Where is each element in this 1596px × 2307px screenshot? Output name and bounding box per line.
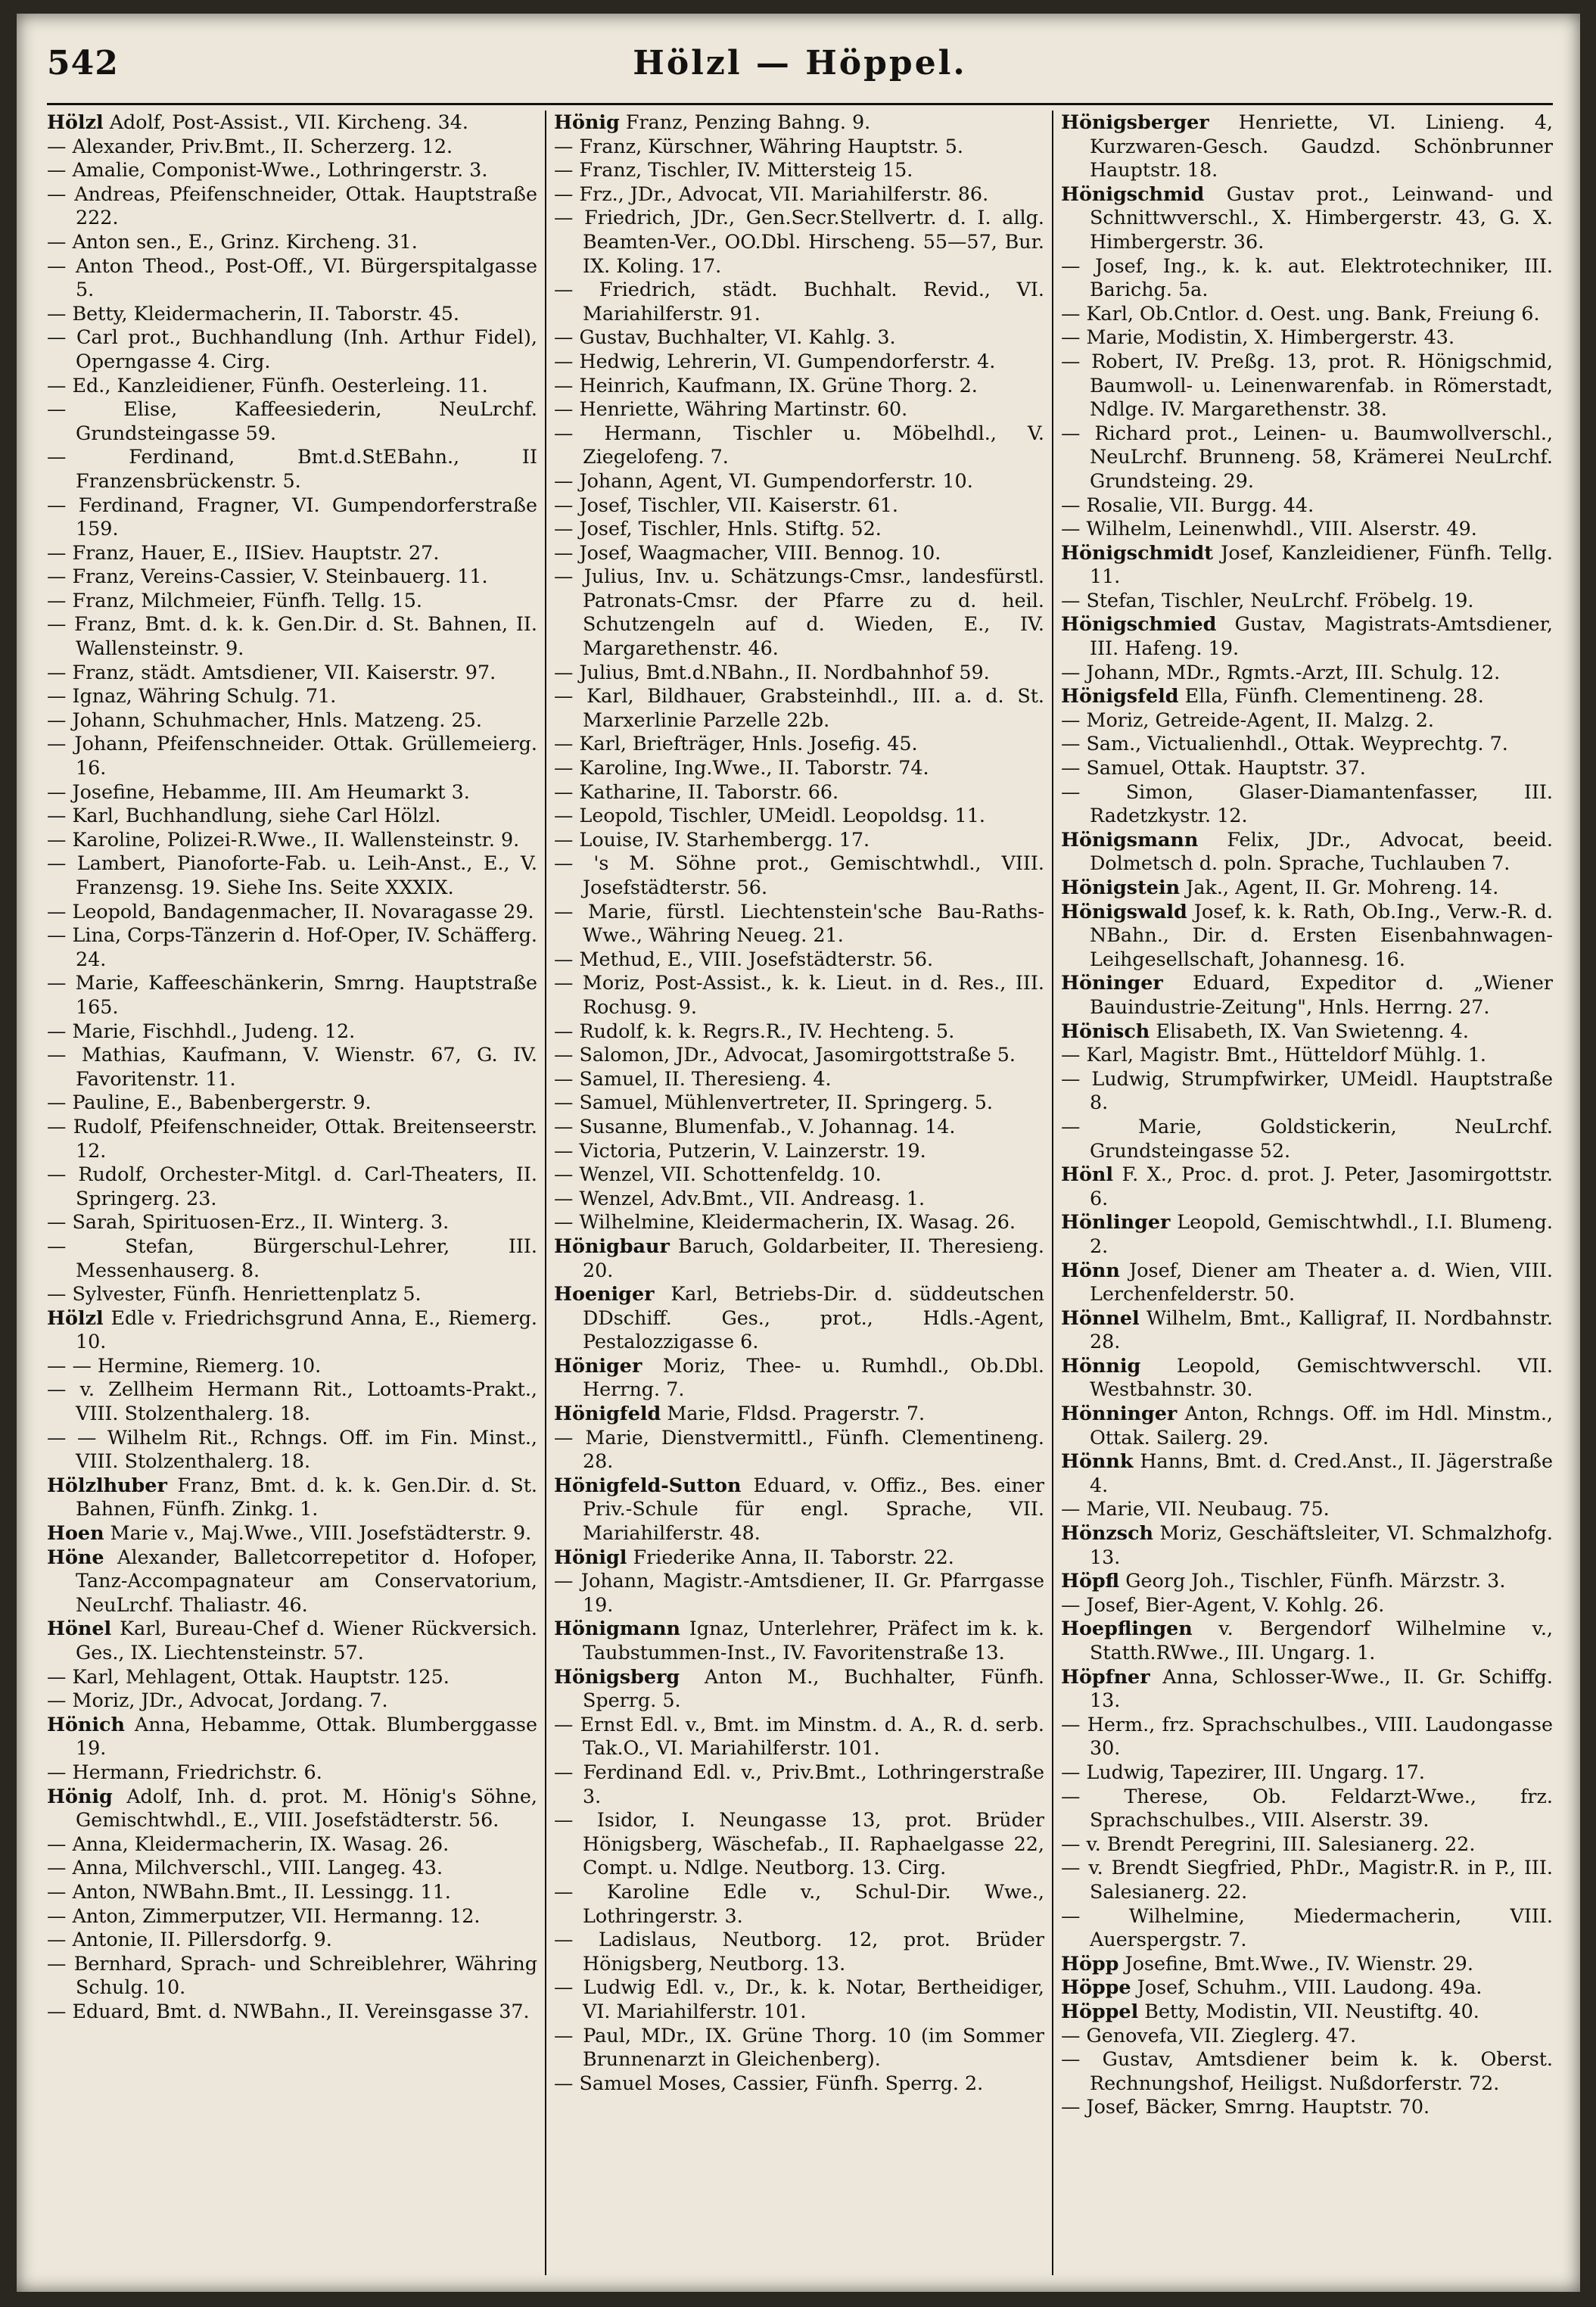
directory-entry: — Marie, fürstl. Liechtenstein'sche Bau-Raths-Wwe., Währing Neueg. 21. (554, 899, 1044, 947)
directory-entry: — — Hermine, Riemerg. 10. (47, 1353, 322, 1377)
directory-entry: — Josef, Ing., k. k. aut. Elektrotechniker, III. Barichg. 5a. (1061, 254, 1553, 301)
directory-entry: — Amalie, Componist-Wwe., Lothringerstr. 3. (47, 158, 488, 182)
directory-entry: — Marie, Fischhdl., Judeng. 12. (47, 1019, 356, 1042)
header-rule (47, 103, 1553, 105)
directory-entry: — v. Zellheim Hermann Rit., Lottoamts-Prakt., VIII. Stolzenthalerg. 18. (47, 1378, 537, 1425)
directory-entry: — Josefine, Hebamme, III. Am Heumarkt 3. (47, 780, 470, 803)
directory-entry: — Franz, Bmt. d. k. k. Gen.Dir. d. St. Bahnen, II. Wallensteinstr. 9. (47, 612, 537, 660)
directory-entry: — Wenzel, Adv.Bmt., VII. Andreasg. 1. (554, 1186, 926, 1210)
directory-entry: — Friedrich, JDr., Gen.Secr.Stellvertr. d. I. allg. Beamten-Ver., OO.Dbl. Hirscheng. 55—57, Bur. IX. Koling. 17. (554, 206, 1044, 277)
directory-entry: Hönl F. X., Proc. d. prot. J. Peter, Jasomirgottstr. 6. (1061, 1163, 1553, 1210)
directory-entry: — Wilhelmine, Kleidermacherin, IX. Wasag. 26. (554, 1210, 1016, 1234)
directory-page (17, 14, 1580, 2292)
directory-entry: Hönigstein Jak., Agent, II. Gr. Mohreng. 14. (1061, 876, 1499, 898)
directory-entry: — Julius, Bmt.d.NBahn., II. Nordbahnhof 59. (554, 660, 990, 683)
directory-entry: — Ignaz, Währing Schulg. 71. (47, 684, 337, 708)
directory-entry: — Franz, Milchmeier, Fünfh. Tellg. 15. (47, 588, 422, 612)
directory-entry: — Sylvester, Fünfh. Henriettenplatz 5. (47, 1282, 422, 1306)
directory-entry: — Genovefa, VII. Zieglerg. 47. (1061, 2023, 1357, 2047)
directory-entry: — Ludwig, Strumpfwirker, UMeidl. Hauptstraße 8. (1061, 1066, 1553, 1114)
directory-entry: — Friedrich, städt. Buchhalt. Revid., VI. Mariahilferstr. 91. (554, 278, 1044, 325)
directory-entry: — Betty, Kleidermacherin, II. Taborstr. 45. (47, 301, 459, 325)
directory-entry: — Anton Theod., Post-Off., VI. Bürgerspitalgasse 5. (47, 254, 537, 301)
directory-entry: Hönlinger Leopold, Gemischtwhdl., I.I. Blumeng. 2. (1061, 1210, 1553, 1257)
directory-entry: — Rudolf, k. k. Regrs.R., IV. Hechteng. 5. (554, 1019, 955, 1042)
directory-entry: — Karoline, Polizei-R.Wwe., II. Wallensteinstr. 9. (47, 827, 520, 851)
directory-entry: Hönigsmann Felix, JDr., Advocat, beeid. Dolmetsch d. poln. Sprache, Tuchlauben 7. (1061, 827, 1553, 875)
directory-entry: — Ed., Kanzleidiener, Fünfh. Oesterleing. 11. (47, 373, 488, 397)
directory-entry: — Samuel, Ottak. Hauptstr. 37. (1061, 756, 1366, 780)
directory-entry: — Wilhelmine, Miedermacherin, VIII. Auerspergstr. 7. (1061, 1904, 1553, 1951)
directory-entry: — Pauline, E., Babenbergerstr. 9. (47, 1091, 372, 1114)
directory-entry: — Ferdinand, Bmt.d.StEBahn., II Franzensbrückenstr. 5. (47, 445, 537, 492)
directory-entry: — Gustav, Buchhalter, VI. Kahlg. 3. (554, 325, 896, 349)
directory-entry: — Methud, E., VIII. Josefstädterstr. 56. (554, 947, 934, 970)
directory-entry: — Johann, Agent, VI. Gumpendorferstr. 10. (554, 469, 973, 492)
directory-entry: — Josef, Tischler, VII. Kaiserstr. 61. (554, 493, 898, 516)
directory-entry: — Rudolf, Orchester-Mitgl. d. Carl-Theaters, II. Springerg. 23. (47, 1163, 537, 1210)
directory-entry: — Samuel Moses, Cassier, Fünfh. Sperrg. 2. (554, 2071, 984, 2094)
directory-entry: — Anton, NWBahn.Bmt., II. Lessingg. 11. (47, 1879, 451, 1903)
directory-entry: Hoeniger Karl, Betriebs-Dir. d. süddeutschen DDschiff. Ges., prot., Hdls.-Agent, Pestalozzigasse 6. (554, 1282, 1044, 1353)
directory-entry: — Franz, städt. Amtsdiener, VII. Kaiserstr. 97. (47, 660, 496, 683)
directory-entry: Hölzlhuber Franz, Bmt. d. k. k. Gen.Dir. d. St. Bahnen, Fünfh. Zinkg. 1. (47, 1473, 537, 1521)
directory-entry: — Stefan, Tischler, NeuLrchf. Fröbelg. 19. (1061, 588, 1474, 612)
directory-entry: — Moriz, Post-Assist., k. k. Lieut. in d. Res., III. Rochusg. 9. (554, 971, 1044, 1018)
directory-entry: — Karl, Ob.Cntlor. d. Oest. ung. Bank, Freiung 6. (1061, 301, 1540, 325)
directory-entry: — Karl, Briefträger, Hnls. Josefig. 45. (554, 732, 918, 755)
directory-entry: — Julius, Inv. u. Schätzungs-Cmsr., landesfürstl. Patronats-Cmsr. der Pfarre zu d. heil. Schutzengeln auf d. Wieden, E., IV. Margarethenstr. 46. (554, 565, 1044, 660)
directory-entry: Hölzl Edle v. Friedrichsgrund Anna, E., Riemerg. 10. (47, 1306, 537, 1353)
directory-entry: — Moriz, Getreide-Agent, II. Malzg. 2. (1061, 708, 1434, 731)
directory-entry: Hönigsberger Henriette, VI. Linieng. 4, Kurzwaren-Gesch. Gaudzd. Schönbrunner Hauptstr. 18. (1061, 111, 1553, 182)
directory-entry: — Frz., JDr., Advocat, VII. Mariahilferstr. 86. (554, 182, 989, 205)
directory-entry: — Franz, Hauer, E., IISiev. Hauptstr. 27. (47, 540, 440, 564)
directory-entry: — Katharine, II. Taborstr. 66. (554, 780, 839, 803)
directory-entry: — Lambert, Pianoforte-Fab. u. Leih-Anst., E., V. Franzensg. 19. Siehe Ins. Seite XXXIX. (47, 852, 537, 898)
directory-entry: — Susanne, Blumenfab., V. Johannag. 14. (554, 1114, 956, 1138)
directory-entry: — Simon, Glaser-Diamantenfasser, III. Radetzkystr. 12. (1061, 780, 1553, 827)
directory-entry: Hoepflingen v. Bergendorf Wilhelmine v., Statth.RWwe., III. Ungarg. 1. (1061, 1617, 1553, 1664)
directory-entry: Höniger Moriz, Thee- u. Rumhdl., Ob.Dbl. Herrng. 7. (554, 1353, 1044, 1401)
directory-entry: — Rudolf, Pfeifenschneider, Ottak. Breitenseerstr. 12. (47, 1114, 537, 1162)
directory-entry: Hönigschmid Gustav prot., Leinwand- und Schnittwverschl., X. Himbergerstr. 43, G. X. Himbergerstr. 36. (1061, 182, 1553, 253)
directory-entry: Hönigschmidt Josef, Kanzleidiener, Fünfh. Tellg. 11. (1061, 540, 1553, 588)
directory-entry: — Franz, Kürschner, Währing Hauptstr. 5. (554, 134, 963, 157)
directory-entry: — Franz, Vereins-Cassier, V. Steinbauerg. 11. (47, 565, 488, 588)
directory-entry: — Marie, Goldstickerin, NeuLrchf. Grundsteingasse 52. (1061, 1114, 1553, 1162)
directory-entry: — Antonie, II. Pillersdorfg. 9. (47, 1928, 332, 1951)
directory-entry: — Karoline, Ing.Wwe., II. Taborstr. 74. (554, 756, 929, 780)
directory-entry: — Ferdinand Edl. v., Priv.Bmt., Lothringerstraße 3. (554, 1760, 1044, 1807)
directory-entry: Hönigbaur Baruch, Goldarbeiter, II. Theresieng. 20. (554, 1234, 1044, 1281)
directory-entry: — Henriette, Währing Martinstr. 60. (554, 397, 908, 421)
directory-entry: — Andreas, Pfeifenschneider, Ottak. Hauptstraße 222. (47, 182, 537, 229)
directory-entry: — Lina, Corps-Tänzerin d. Hof-Oper, IV. Schäfferg. 24. (47, 923, 537, 970)
directory-entry: Hönigl Friederike Anna, II. Taborstr. 22. (554, 1545, 954, 1568)
directory-entry: Höpfner Anna, Schlosser-Wwe., II. Gr. Schiffg. 13. (1061, 1664, 1553, 1712)
directory-entry: — Anton, Zimmerputzer, VII. Hermanng. 12. (47, 1904, 481, 1927)
directory-entry: — Josef, Waagmacher, VIII. Bennog. 10. (554, 540, 941, 564)
directory-entry: — Anton sen., E., Grinz. Kircheng. 31. (47, 229, 418, 253)
directory-entry: — Johann, Pfeifenschneider. Ottak. Grüllemeierg. 16. (47, 732, 537, 780)
directory-entry: — Alexander, Priv.Bmt., II. Scherzerg. 12. (47, 134, 453, 157)
directory-entry: — Ernst Edl. v., Bmt. im Minstm. d. A., R. d. serb. Tak.O., VI. Mariahilferstr. 101. (554, 1712, 1044, 1760)
directory-entry: — Anna, Milchverschl., VIII. Langeg. 43. (47, 1856, 443, 1879)
directory-entry: — Heinrich, Kaufmann, IX. Grüne Thorg. 2. (554, 373, 978, 397)
directory-entry: — 's M. Söhne prot., Gemischtwhdl., VIII. Josefstädterstr. 56. (554, 852, 1044, 898)
directory-entry: Hönich Anna, Hebamme, Ottak. Blumberggasse 19. (47, 1712, 537, 1760)
directory-entry: — Leopold, Bandagenmacher, II. Novaragasse 29. (47, 899, 534, 923)
directory-entry: — Rosalie, VII. Burgg. 44. (1061, 493, 1314, 516)
directory-entry: — Karl, Magistr. Bmt., Hütteldorf Mühlg. 1. (1061, 1043, 1486, 1066)
directory-entry: Höppel Betty, Modistin, VII. Neustiftg. 40. (1061, 1999, 1479, 2022)
column-1 (47, 111, 537, 2275)
page-number: 542 (47, 44, 119, 83)
directory-entry: — Ludwig Edl. v., Dr., k. k. Notar, Bertheidiger, VI. Mariahilferstr. 101. (554, 1975, 1044, 2022)
directory-entry: Hönel Karl, Bureau-Chef d. Wiener Rückversich. Ges., IX. Liechtensteinstr. 57. (47, 1617, 537, 1664)
directory-entry: — Bernhard, Sprach- und Schreiblehrer, Währing Schulg. 10. (47, 1951, 537, 1999)
directory-entry: Hönnk Hanns, Bmt. d. Cred.Anst., II. Jägerstraße 4. (1061, 1449, 1553, 1496)
directory-entry: Höninger Eduard, Expeditor d. „Wiener Bauindustrie-Zeitung", Hnls. Herrng. 27. (1061, 971, 1553, 1018)
directory-entry: — Johann, Schuhmacher, Hnls. Matzeng. 25. (47, 708, 482, 731)
directory-entry: — v. Brendt Peregrini, III. Salesianerg. 22. (1061, 1832, 1476, 1855)
directory-entry: — Marie, Dienstvermittl., Fünfh. Clementineng. 28. (554, 1425, 1044, 1473)
directory-entry: — Moriz, JDr., Advocat, Jordang. 7. (47, 1689, 388, 1712)
directory-entry: Hönnel Wilhelm, Bmt., Kalligraf, II. Nordbahnstr. 28. (1061, 1306, 1553, 1353)
directory-entry: — Franz, Tischler, IV. Mittersteig 15. (554, 158, 913, 182)
directory-entry: — Ludwig, Tapezirer, III. Ungarg. 17. (1061, 1760, 1425, 1783)
column-divider (545, 111, 546, 2275)
directory-entry: — Hedwig, Lehrerin, VI. Gumpendorferstr. 4. (554, 349, 996, 372)
directory-entry: — Salomon, JDr., Advocat, Jasomirgottstraße 5. (554, 1043, 1016, 1066)
directory-entry: — Josef, Bier-Agent, V. Kohlg. 26. (1061, 1592, 1385, 1616)
directory-entry: — Louise, IV. Starhembergg. 17. (554, 827, 870, 851)
directory-entry: Hölzl Adolf, Post-Assist., VII. Kircheng. 34. (47, 111, 468, 133)
directory-entry: — Richard prot., Leinen- u. Baumwollverschl., NeuLrchf. Brunneng. 58, Krämerei NeuLrchf. Grundsteing. 29. (1061, 421, 1553, 492)
directory-entry: — Sarah, Spirituosen-Erz., II. Winterg. 3. (47, 1210, 450, 1234)
directory-entry: — Wilhelm, Leinenwhdl., VIII. Alserstr. 49. (1061, 517, 1477, 540)
directory-entry: — Hermann, Friedrichstr. 6. (47, 1760, 322, 1783)
directory-entry: — Marie, Modistin, X. Himbergerstr. 43. (1061, 325, 1455, 349)
directory-entry: Hönigswald Josef, k. k. Rath, Ob.Ing., Verw.-R. d. NBahn., Dir. d. Ersten Eisenbahnwagen-Leihgesellschaft, Johannesg. 16. (1061, 899, 1553, 970)
directory-entry: — Elise, Kaffeesiederin, NeuLrchf. Grundsteingasse 59. (47, 397, 537, 444)
directory-entry: Hönigsfeld Ella, Fünfh. Clementineng. 28. (1061, 684, 1484, 708)
page-header (47, 44, 1553, 97)
directory-entry: — Eduard, Bmt. d. NWBahn., II. Vereinsgasse 37. (47, 1999, 530, 2022)
directory-entry: — Karl, Mehlagent, Ottak. Hauptstr. 125. (47, 1664, 450, 1688)
directory-entry: Hönisch Elisabeth, IX. Van Swietenng. 4. (1061, 1019, 1469, 1042)
column-divider (1052, 111, 1053, 2275)
directory-entry: — Mathias, Kaufmann, V. Wienstr. 67, G. IV. Favoritenstr. 11. (47, 1043, 537, 1090)
directory-entry: — Ferdinand, Fragner, VI. Gumpendorferstraße 159. (47, 493, 537, 540)
directory-entry: Höppe Josef, Schuhm., VIII. Laudong. 49a. (1061, 1975, 1482, 1999)
directory-entry: — Johann, MDr., Rgmts.-Arzt, III. Schulg. 12. (1061, 660, 1501, 683)
directory-entry: — Josef, Tischler, Hnls. Stiftg. 52. (554, 517, 882, 540)
directory-entry: — v. Brendt Siegfried, PhDr., Magistr.R. in P., III. Salesianerg. 22. (1061, 1856, 1553, 1903)
directory-entry: Hönigfeld-Sutton Eduard, v. Offiz., Bes. einer Priv.-Schule für engl. Sprache, VII. Mariahilferstr. 48. (554, 1473, 1044, 1545)
directory-entry: — Samuel, II. Theresieng. 4. (554, 1066, 832, 1090)
directory-entry: — Victoria, Putzerin, V. Lainzerstr. 19. (554, 1138, 926, 1162)
directory-entry: — Gustav, Amtsdiener beim k. k. Oberst. Rechnungshof, Heiligst. Nußdorferstr. 72. (1061, 2047, 1553, 2094)
directory-entry: Hönigmann Ignaz, Unterlehrer, Präfect im k. k. Taubstummen-Inst., IV. Favoritenstraße 13. (554, 1617, 1044, 1664)
directory-entry: Höpfl Georg Joh., Tischler, Fünfh. Märzstr. 3. (1061, 1569, 1506, 1592)
directory-entry: — Carl prot., Buchhandlung (Inh. Arthur Fidel), Operngasse 4. Cirg. (47, 325, 537, 372)
directory-entry: — Herm., frz. Sprachschulbes., VIII. Laudongasse 30. (1061, 1712, 1553, 1760)
directory-entry: — Stefan, Bürgerschul-Lehrer, III. Messenhauserg. 8. (47, 1234, 537, 1281)
directory-entry: Hönn Josef, Diener am Theater a. d. Wien, VIII. Lerchenfelderstr. 50. (1061, 1258, 1553, 1306)
directory-entry: — Therese, Ob. Feldarzt-Wwe., frz. Sprachschulbes., VIII. Alserstr. 39. (1061, 1784, 1553, 1832)
directory-entry: Hoen Marie v., Maj.Wwe., VIII. Josefstädterstr. 9. (47, 1521, 532, 1545)
directory-entry: — Karl, Buchhandlung, siehe Carl Hölzl. (47, 804, 441, 827)
directory-entry: — Paul, MDr., IX. Grüne Thorg. 10 (im Sommer Brunnenarzt in Gleichenberg). (554, 2023, 1044, 2071)
directory-entry: — Sam., Victualienhdl., Ottak. Weyprechtg. 7. (1061, 732, 1508, 755)
directory-entry: Hönigfeld Marie, Fldsd. Pragerstr. 7. (554, 1402, 926, 1425)
directory-entry: Hönninger Anton, Rchngs. Off. im Hdl. Minstm., Ottak. Sailerg. 29. (1061, 1402, 1553, 1449)
directory-entry: — Karoline Edle v., Schul-Dir. Wwe., Lothringerstr. 3. (554, 1879, 1044, 1927)
directory-entry: — Karl, Bildhauer, Grabsteinhdl., III. a. d. St. Marxerlinie Parzelle 22b. (554, 684, 1044, 731)
directory-entry: — Marie, VII. Neubaug. 75. (1061, 1497, 1330, 1521)
directory-entry: — — Wilhelm Rit., Rchngs. Off. im Fin. Minst., VIII. Stolzenthalerg. 18. (47, 1425, 537, 1473)
directory-entry: Hönigsberg Anton M., Buchhalter, Fünfh. Sperrg. 5. (554, 1664, 1044, 1712)
directory-entry: — Samuel, Mühlenvertreter, II. Springerg. 5. (554, 1091, 994, 1114)
directory-entry: Höpp Josefine, Bmt.Wwe., IV. Wienstr. 29. (1061, 1951, 1473, 1975)
directory-entry: Höne Alexander, Balletcorrepetitor d. Hofoper, Tanz-Accompagnateur am Conservatorium, NeuLrchf. Thaliastr. 46. (47, 1545, 537, 1616)
directory-entry: — Johann, Magistr.-Amtsdiener, II. Gr. Pfarrgasse 19. (554, 1569, 1044, 1616)
directory-entry: — Marie, Kaffeeschänkerin, Smrng. Hauptstraße 165. (47, 971, 537, 1018)
column-2 (554, 111, 1044, 2275)
directory-entry: — Wenzel, VII. Schottenfeldg. 10. (554, 1163, 882, 1186)
directory-entry: — Josef, Bäcker, Smrng. Hauptstr. 70. (1061, 2095, 1430, 2119)
directory-entry: Hönig Adolf, Inh. d. prot. M. Hönig's Söhne, Gemischtwhdl., E., VIII. Josefstädterstr. 56. (47, 1784, 537, 1832)
running-head: Hölzl — Höppel. (633, 44, 967, 83)
directory-entry: Hönzsch Moriz, Geschäftsleiter, VI. Schmalzhofg. 13. (1061, 1521, 1553, 1568)
directory-entry: — Leopold, Tischler, UMeidl. Leopoldsg. 11. (554, 804, 985, 827)
directory-entry: — Isidor, I. Neungasse 13, prot. Brüder Hönigsberg, Wäschefab., II. Raphaelgasse 22, Compt. u. Ndlge. Neutborg. 13. Cirg. (554, 1808, 1044, 1879)
directory-entry: — Robert, IV. Preßg. 13, prot. R. Hönigschmid, Baumwoll- u. Leinenwarenfab. in Römerstadt, Ndlge. IV. Margarethenstr. 38. (1061, 349, 1553, 421)
directory-entry: Hönnig Leopold, Gemischtwverschl. VII. Westbahnstr. 30. (1061, 1353, 1553, 1401)
column-3 (1061, 111, 1553, 2275)
directory-entry: — Hermann, Tischler u. Möbelhdl., V. Ziegelofeng. 7. (554, 421, 1044, 469)
directory-entry: Hönig Franz, Penzing Bahng. 9. (554, 111, 871, 133)
directory-entry: Hönigschmied Gustav, Magistrats-Amtsdiener, III. Hafeng. 19. (1061, 612, 1553, 660)
directory-entry: — Anna, Kleidermacherin, IX. Wasag. 26. (47, 1832, 450, 1855)
directory-entry: — Ladislaus, Neutborg. 12, prot. Brüder Hönigsberg, Neutborg. 13. (554, 1928, 1044, 1975)
